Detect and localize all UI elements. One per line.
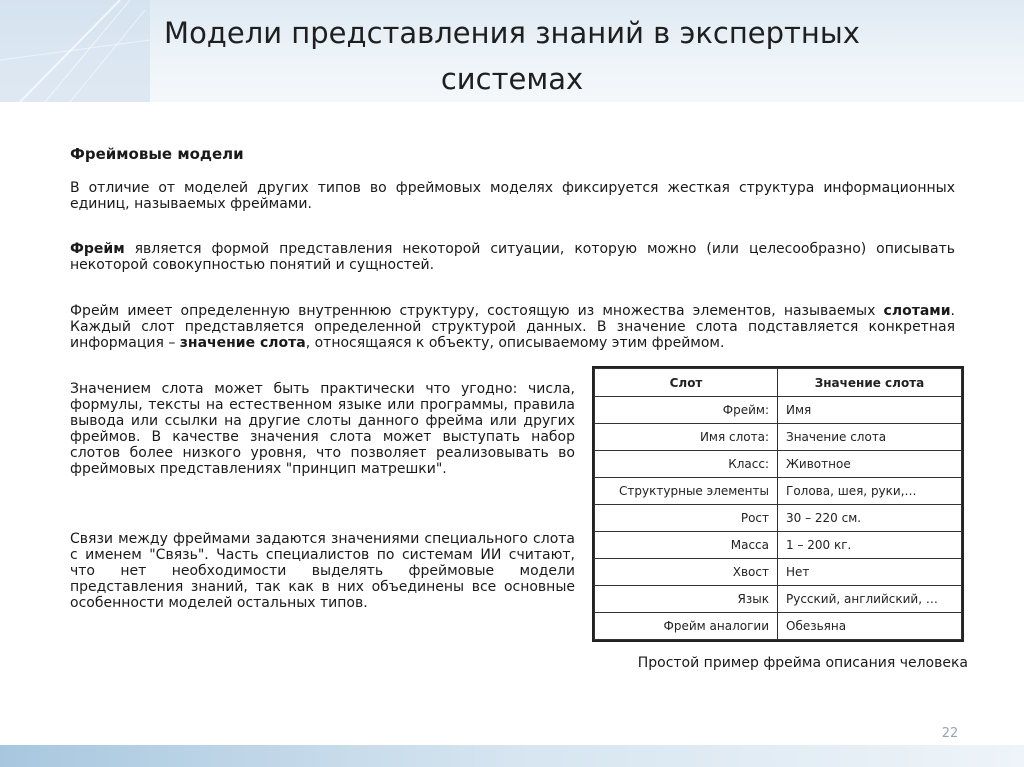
table-row <box>595 613 962 640</box>
table-row <box>595 397 962 424</box>
table-row <box>595 559 962 586</box>
term-frame: Фрейм <box>70 241 125 257</box>
slot-name: Класс: <box>595 451 778 478</box>
slot-name: Фрейм: <box>595 397 778 424</box>
paragraph-3 <box>70 303 955 351</box>
table-row <box>595 451 962 478</box>
slot-name: Язык <box>595 586 778 613</box>
paragraph-3-part-c: , относящаяся к объекту, описываемому этим фреймом. <box>305 335 725 351</box>
frame-example-table <box>592 366 964 642</box>
table-row <box>595 505 962 532</box>
paragraph-3-part-b: . Каждый слот представляется определенной структурой данных. В значение слота подставляется конкретная информация – <box>70 303 955 351</box>
slide-title <box>0 10 1024 102</box>
slot-value: Обезьяна <box>778 613 962 640</box>
slide-title-line2: системах <box>440 62 584 96</box>
slot-value: Русский, английский, … <box>778 586 962 613</box>
section-title: Фреймовые модели <box>70 145 244 163</box>
slot-value: Животное <box>778 451 962 478</box>
term-slots: слотами <box>883 303 951 319</box>
slide-header <box>0 0 1024 102</box>
slide-title-line1: Модели представления знаний в экспертных <box>164 16 860 50</box>
table-header-row <box>595 369 962 397</box>
table-row <box>595 424 962 451</box>
header-slot: Слот <box>595 369 778 397</box>
table-row <box>595 586 962 613</box>
slot-value: 1 – 200 кг. <box>778 532 962 559</box>
term-slot-value: значение слота <box>179 335 306 351</box>
paragraph-3-part-a: Фрейм имеет определенную внутреннюю структуру, состоящую из множества элементов, называемых <box>70 303 884 319</box>
slot-name: Рост <box>595 505 778 532</box>
paragraph-2-text: является формой представления некоторой ситуации, которую можно (или целесообразно) описывать некоторой совокупностью понятий и сущностей. <box>70 241 955 273</box>
paragraph-2 <box>70 241 955 273</box>
paragraph-1: В отличие от моделей других типов во фреймовых моделях фиксируется жесткая структура информационных единиц, называемых фреймами. <box>70 180 955 212</box>
table-caption: Простой пример фрейма описания человека <box>637 655 968 671</box>
slot-value: 30 – 220 см. <box>778 505 962 532</box>
slide-footer-band <box>0 745 1024 767</box>
header-slot-value: Значение слота <box>778 369 962 397</box>
paragraph-5: Связи между фреймами задаются значениями специального слота с именем "Связь". Часть специалистов по системам ИИ считают, что нет необходимости выделять фреймовые модели представления знаний, так как в них объединены все основные особенности моделей остальных типов. <box>70 531 575 611</box>
slot-value: Значение слота <box>778 424 962 451</box>
paragraph-4: Значением слота может быть практически что угодно: числа, формулы, тексты на естественном языке или программы, правила вывода или ссылки на другие слоты данного фрейма или других фреймов. В качестве значения слота может выступать набор слотов более низкого уровня, что позволяет реализовывать во фреймовых представлениях "принцип матрешки". <box>70 381 575 477</box>
slot-value: Голова, шея, руки,… <box>778 478 962 505</box>
page-number: 22 <box>941 726 959 741</box>
slot-name: Имя слота: <box>595 424 778 451</box>
table-row <box>595 532 962 559</box>
slot-value: Имя <box>778 397 962 424</box>
slot-name: Структурные элементы <box>595 478 778 505</box>
table-row <box>595 478 962 505</box>
slot-name: Хвост <box>595 559 778 586</box>
slot-value: Нет <box>778 559 962 586</box>
slot-name: Масса <box>595 532 778 559</box>
slot-name: Фрейм аналогии <box>595 613 778 640</box>
